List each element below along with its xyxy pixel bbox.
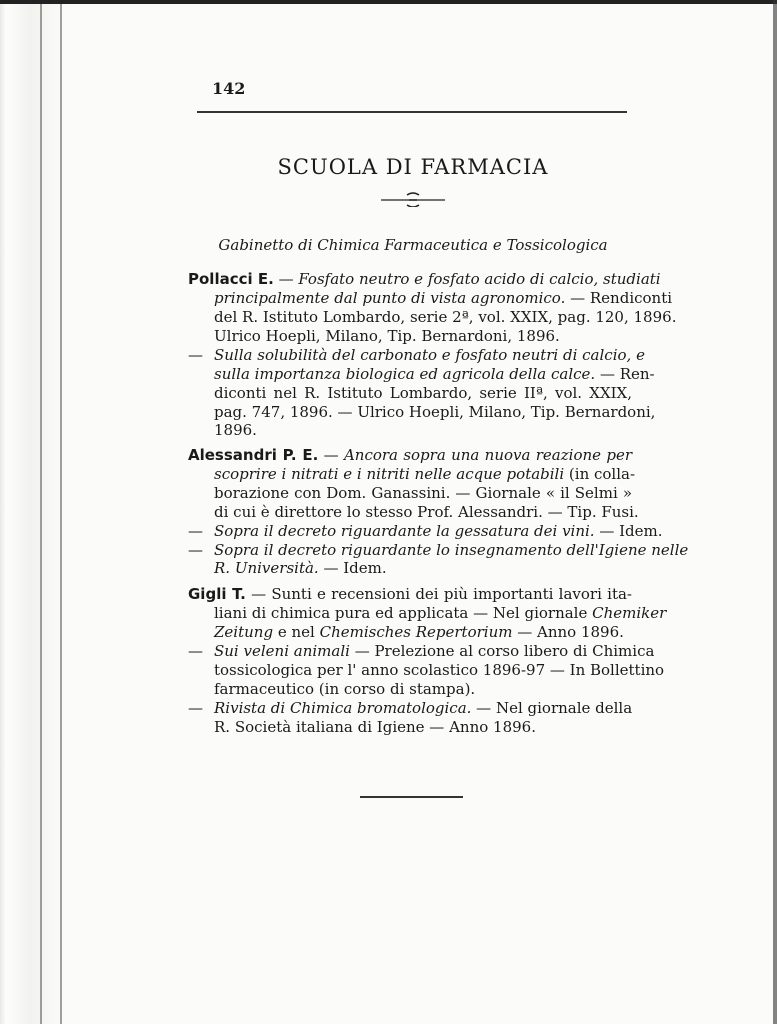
citation-text: —: [318, 446, 344, 464]
entry-line: [188, 699, 633, 718]
section-title: SCUOLA DI FARMACIA: [277, 155, 549, 179]
entry-dash: —: [188, 541, 203, 559]
scan-right-border: [773, 0, 777, 1024]
work-title: principalmente dal punto di vista agronomico.: [214, 289, 566, 307]
citation-text: — Rendiconti: [565, 289, 673, 307]
work-title: Sulla solubilità del carbonato e fosfato neutri di calcio, e: [214, 346, 645, 364]
work-title: R. Università.: [214, 559, 319, 577]
citation-text: Ulrico Hoepli, Milano, Tip. Bernardoni, 1896.: [214, 327, 560, 345]
citation-text: — Nel giornale della: [471, 699, 633, 717]
citation-text: — Anno 1896.: [512, 623, 624, 641]
work-title: Ancora sopra una nuova reazione per: [343, 446, 632, 464]
entry-line: [214, 623, 632, 642]
entry-dash: —: [188, 642, 203, 660]
work-title: Sopra il decreto riguardante la gessatura dei vini.: [214, 522, 595, 540]
citation-text: — Idem.: [594, 522, 663, 540]
citation-text: — Prelezione al corso libero di Chimica: [349, 642, 655, 660]
entry-line: [214, 604, 667, 623]
citation-text: (in colla-: [564, 465, 636, 483]
entry-line: [188, 541, 689, 560]
entry-line: [214, 718, 632, 737]
citation-text: del R. Istituto Lombardo, serie 2ª, vol. XXIX, pag. 120, 1896.: [214, 308, 677, 326]
entry-author-line: [188, 446, 632, 465]
entry-line: [214, 384, 632, 403]
entry-line: [188, 346, 645, 365]
entry-line: [214, 465, 636, 484]
citation-text: farmaceutico (in corso di stampa).: [214, 680, 476, 698]
author-name: Gigli T.: [188, 585, 246, 603]
end-rule: [360, 796, 463, 798]
scan-top-border: [0, 0, 777, 4]
citation-text: borazione con Dom. Ganassini. — Giornale « il Selmi »: [214, 484, 632, 502]
citation-text: pag. 747, 1896. — Ulrico Hoepli, Milano, Tip. Bernardoni,: [214, 403, 656, 421]
citation-text: diconti nel R. Istituto Lombardo, serie IIª, vol. XXIX,: [214, 384, 632, 402]
citation-text: tossicologica per l' anno scolastico 1896-97 — In Bollettino: [214, 661, 665, 679]
citation-text: e nel: [273, 623, 320, 641]
work-title: Fosfato neutro e fosfato acido di calcio, studiati: [298, 270, 661, 288]
ornament-divider: [381, 191, 445, 207]
book-binding-edge: [0, 0, 64, 1024]
entry-author-line: [188, 270, 661, 289]
header-rule: [197, 111, 627, 113]
entry-line: [214, 421, 632, 440]
citation-text: di cui è direttore lo stesso Prof. Alessandri. — Tip. Fusi.: [214, 503, 639, 521]
page-number: 142: [212, 79, 246, 98]
entry-line: [214, 661, 665, 680]
author-name: Pollacci E.: [188, 270, 274, 288]
citation-text: — Sunti e recensioni dei più importanti lavori ita-: [245, 585, 632, 603]
entry-line: [214, 308, 677, 327]
entry-line: [214, 484, 632, 503]
citation-text: liani di chimica pura ed applicata — Nel giornale: [214, 604, 593, 622]
entry-line: [188, 522, 663, 541]
entry-author-line: [188, 585, 632, 604]
work-title: Rivista di Chimica bromatologica.: [214, 699, 472, 717]
entry-dash: —: [188, 522, 203, 540]
work-title: Zeitung: [214, 623, 274, 641]
entry-line: [214, 289, 673, 308]
author-name: Alessandri P. E.: [188, 446, 319, 464]
subsection-title: Gabinetto di Chimica Farmaceutica e Tossicologica: [218, 236, 608, 254]
work-title: sulla importanza biologica ed agricola della calce.: [214, 365, 596, 383]
citation-text: —: [273, 270, 299, 288]
entry-line: [188, 642, 655, 661]
work-title: Chemisches Repertorium: [319, 623, 513, 641]
citation-text: — Ren-: [595, 365, 655, 383]
entry-line: [214, 503, 639, 522]
work-title: Sopra il decreto riguardante lo insegnamento dell'Igiene nelle: [214, 541, 689, 559]
entry-dash: —: [188, 346, 203, 364]
entry-line: [214, 327, 632, 346]
citation-text: — Idem.: [318, 559, 387, 577]
work-title: Sui veleni animali: [214, 642, 350, 660]
entry-line: [214, 403, 656, 422]
citation-text: 1896.: [214, 421, 257, 439]
entry-line: [214, 559, 632, 578]
entry-dash: —: [188, 699, 203, 717]
work-title: scoprire i nitrati e i nitriti nelle acque potabili: [214, 465, 565, 483]
entry-line: [214, 365, 655, 384]
citation-text: R. Società italiana di Igiene — Anno 1896.: [214, 718, 536, 736]
work-title: Chemiker: [592, 604, 667, 622]
entry-line: [214, 680, 632, 699]
